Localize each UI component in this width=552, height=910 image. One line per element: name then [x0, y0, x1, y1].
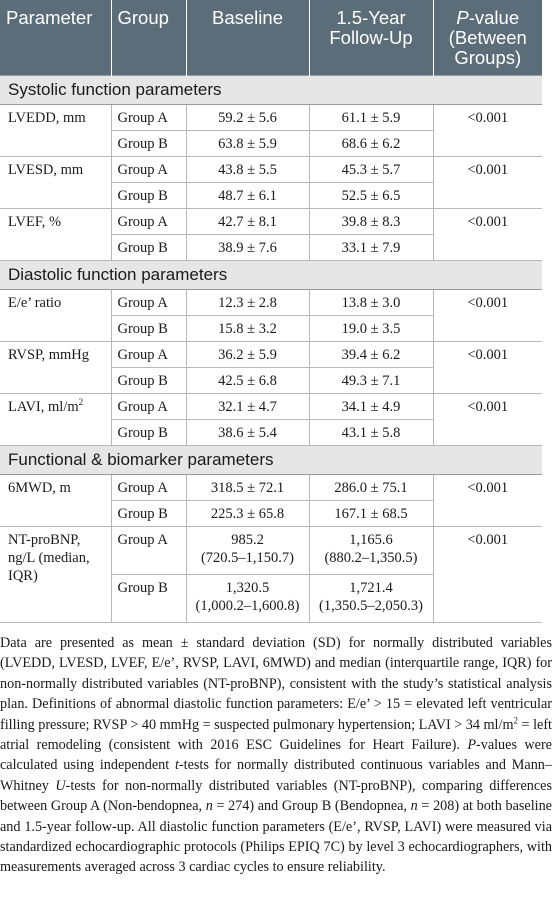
note-italic: P: [467, 737, 476, 754]
section-functional: Functional & biomarker parameters: [0, 446, 542, 475]
followup-cell: 19.0 ± 3.5: [309, 316, 433, 342]
table-row: [0, 209, 542, 235]
followup-cell: [309, 527, 433, 575]
pvalue-cell: <0.001: [433, 209, 542, 261]
baseline-cell: 36.2 ± 5.9: [186, 342, 309, 368]
followup-cell: 13.8 ± 3.0: [309, 290, 433, 316]
group-cell: Group B: [111, 575, 186, 623]
header-baseline: Baseline: [186, 0, 309, 76]
baseline-cell: 38.9 ± 7.6: [186, 235, 309, 261]
baseline-iqr: (720.5–1,150.7): [200, 550, 295, 566]
group-cell: Group A: [111, 157, 186, 183]
table-row: [0, 105, 542, 131]
header-group: Group: [111, 0, 186, 76]
followup-cell: 39.8 ± 8.3: [309, 209, 433, 235]
followup-iqr: (1,350.5–2,050.3): [319, 598, 423, 614]
group-cell: Group A: [111, 527, 186, 575]
note-text: -tests for normally distributed continuous variables and Mann–Whitney: [0, 757, 552, 794]
table-footnote: [0, 623, 552, 878]
followup-cell: 49.3 ± 7.1: [309, 368, 433, 394]
header-pvalue-rest: -value (Between Groups): [448, 7, 527, 68]
pvalue-cell: <0.001: [433, 342, 542, 394]
followup-cell: 43.1 ± 5.8: [309, 420, 433, 446]
followup-cell: 286.0 ± 75.1: [309, 475, 433, 501]
header-parameter: Parameter: [0, 0, 111, 76]
param-ee: E/e’ ratio: [0, 290, 111, 342]
param-ntprobnp: NT-proBNP, ng/L (median, IQR): [0, 527, 111, 623]
pvalue-cell: <0.001: [433, 394, 542, 446]
section-row: [0, 261, 542, 290]
baseline-cell: [186, 527, 309, 575]
followup-cell: 61.1 ± 5.9: [309, 105, 433, 131]
header-followup: 1.5-Year Follow-Up: [309, 0, 433, 76]
followup-cell: 45.3 ± 5.7: [309, 157, 433, 183]
note-text: = 208) at both baseline and 1.5-year follow-up. All diastolic function parameters (E/e’, RVSP, LAVI) were measured via standardized echocardiographic protocols (Philips EPIQ 7C) by level 3 echocardiographers, with measurements averaged across 3 cardiac cycles to ensure reliability.: [0, 798, 552, 876]
section-row: [0, 76, 542, 105]
table-row: [0, 394, 542, 420]
table-row: [0, 290, 542, 316]
header-pvalue: [433, 0, 542, 76]
baseline-cell: 43.8 ± 5.5: [186, 157, 309, 183]
param-rvsp: RVSP, mmHg: [0, 342, 111, 394]
baseline-cell: 42.5 ± 6.8: [186, 368, 309, 394]
baseline-cell: 15.8 ± 3.2: [186, 316, 309, 342]
group-cell: Group B: [111, 316, 186, 342]
pvalue-cell: <0.001: [433, 475, 542, 527]
note-italic: U: [55, 777, 66, 794]
section-systolic: Systolic function parameters: [0, 76, 542, 105]
param-6mwd: 6MWD, m: [0, 475, 111, 527]
group-cell: Group B: [111, 183, 186, 209]
baseline-median: 1,320.5: [225, 580, 270, 596]
note-italic: t: [174, 757, 179, 774]
param-lvesd: LVESD, mm: [0, 157, 111, 209]
param-lavi-text: LAVI, ml/m: [8, 399, 79, 415]
param-lavi-sup: 2: [78, 397, 84, 408]
note-text: = 274) and Group B (Bendopnea,: [212, 798, 411, 815]
note-text: -values were calculated using independent: [0, 737, 552, 774]
table-row: [0, 157, 542, 183]
group-cell: Group B: [111, 420, 186, 446]
group-cell: Group A: [111, 290, 186, 316]
param-lavi: [0, 394, 111, 446]
section-diastolic: Diastolic function parameters: [0, 261, 542, 290]
group-cell: Group A: [111, 394, 186, 420]
followup-cell: 68.6 ± 6.2: [309, 131, 433, 157]
baseline-cell: 32.1 ± 4.7: [186, 394, 309, 420]
group-cell: Group B: [111, 501, 186, 527]
table-row: [0, 527, 542, 575]
followup-cell: 39.4 ± 6.2: [309, 342, 433, 368]
pvalue-cell: <0.001: [433, 527, 542, 623]
param-lvedd: LVEDD, mm: [0, 105, 111, 157]
note-italic: n: [410, 798, 418, 815]
pvalue-cell: <0.001: [433, 105, 542, 157]
group-cell: Group B: [111, 235, 186, 261]
baseline-cell: 59.2 ± 5.6: [186, 105, 309, 131]
baseline-cell: 318.5 ± 72.1: [186, 475, 309, 501]
group-cell: Group B: [111, 368, 186, 394]
baseline-cell: [186, 575, 309, 623]
followup-cell: 33.1 ± 7.9: [309, 235, 433, 261]
note-sup: 2: [513, 714, 518, 725]
baseline-cell: 225.3 ± 65.8: [186, 501, 309, 527]
baseline-cell: 63.8 ± 5.9: [186, 131, 309, 157]
followup-iqr: (880.2–1,350.5): [324, 550, 418, 566]
baseline-cell: 48.7 ± 6.1: [186, 183, 309, 209]
group-cell: Group A: [111, 342, 186, 368]
note-text: Data are presented as mean ± standard deviation (SD) for normally distributed variables (LVEDD, LVESD, LVEF, E/e’, RVSP, LAVI, 6MWD) and median (interquartile range, IQR) for non-normally distributed variables (NT-proBNP), consistent with the study’s statistical analysis plan. Definitions of abnormal diastolic function parameters: E/e’ > 15 = elevated left ventricular filling pressure; RVSP > 40 mmHg = suspected pulmonary hypertension; LAVI > 34 ml/m: [0, 635, 552, 733]
group-cell: Group B: [111, 131, 186, 157]
group-cell: Group A: [111, 209, 186, 235]
note-text: -tests for non-normally distributed variables (NT-proBNP), comparing differences between Group A (Non-bendopnea,: [0, 777, 552, 815]
group-cell: Group A: [111, 105, 186, 131]
baseline-median: 985.2: [231, 532, 264, 548]
table-row: [0, 342, 542, 368]
followup-median: 1,165.6: [349, 532, 393, 548]
section-row: [0, 446, 542, 475]
followup-cell: 167.1 ± 68.5: [309, 501, 433, 527]
pvalue-cell: <0.001: [433, 290, 542, 342]
header-pvalue-p: P: [456, 7, 469, 28]
param-lvef: LVEF, %: [0, 209, 111, 261]
note-text: = left atrial remodeling (consistent with 2016 ESC Guidelines for Heart Failure).: [0, 716, 552, 754]
baseline-cell: 12.3 ± 2.8: [186, 290, 309, 316]
followup-median: 1,721.4: [349, 580, 393, 596]
followup-cell: [309, 575, 433, 623]
baseline-iqr: (1,000.2–1,600.8): [195, 598, 300, 614]
followup-cell: 34.1 ± 4.9: [309, 394, 433, 420]
baseline-cell: 42.7 ± 8.1: [186, 209, 309, 235]
note-italic: n: [205, 798, 213, 815]
pvalue-cell: <0.001: [433, 157, 542, 209]
baseline-cell: 38.6 ± 5.4: [186, 420, 309, 446]
followup-cell: 52.5 ± 6.5: [309, 183, 433, 209]
group-cell: Group A: [111, 475, 186, 501]
table-row: [0, 475, 542, 501]
header-row: [0, 0, 542, 76]
